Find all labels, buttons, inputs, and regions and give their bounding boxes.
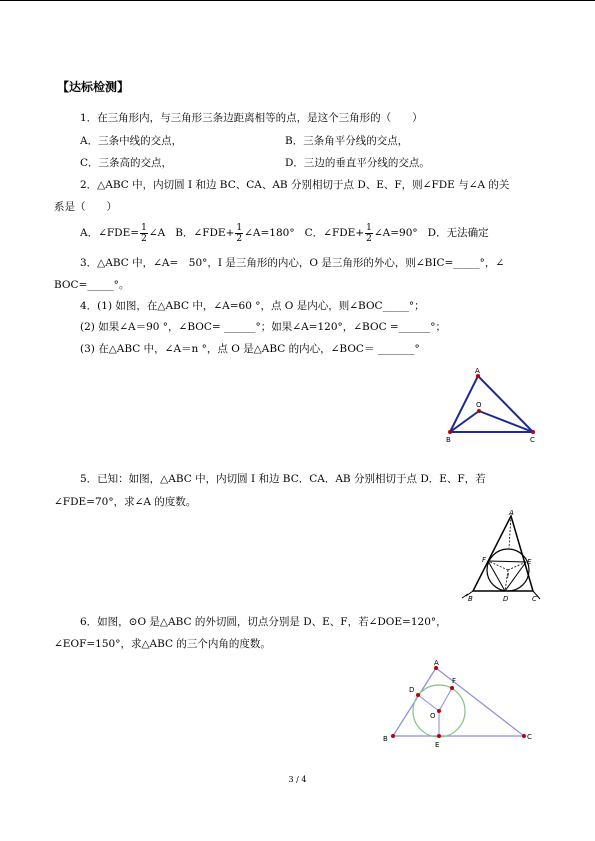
section-title: 【达标检测】 (57, 80, 130, 94)
q1-option-c: C．三条高的交点， (80, 157, 173, 169)
label-b: B (383, 735, 388, 743)
q1-option-b: B．三条角平分线的交点， (285, 135, 409, 147)
top-rule (0, 0, 595, 1)
label-c: C (532, 595, 537, 603)
label-a: A (475, 367, 480, 375)
q2-option-c-pre: C．∠FDE+ (304, 227, 365, 239)
label-b: B (468, 595, 473, 603)
fraction-half: $\frac{1}{2}$ (141, 222, 147, 244)
label-a: A (509, 509, 514, 517)
point-o (437, 709, 441, 713)
fraction-half: $\frac{1}{2}$ (236, 222, 243, 244)
figure-triangle-incenter (440, 366, 550, 446)
q2-option-d: D．无法确定 (427, 227, 489, 239)
q2-option-b-pre: B．∠FDE+ (175, 227, 235, 239)
label-e: E (527, 558, 532, 566)
q3-line1: 3．△ABC 中，∠A= 50°，I 是三角形的内心，O 是三角形的外心，则∠BIC=_____°，∠ (80, 257, 505, 269)
label-e: E (435, 741, 440, 749)
point-f (450, 686, 454, 690)
q2-option-c-post: ∠A=90° (373, 227, 418, 239)
label-f: F (452, 677, 457, 685)
label-b: B (446, 436, 451, 444)
point-e (437, 734, 441, 738)
q1-option-d: D．三边的垂直平分线的交点。 (285, 157, 430, 169)
q1-stem: 1．在三角形内，与三角形三条边距离相等的点，是这个三角形的（ ） (80, 112, 423, 124)
q6-line1: 6．如图，⊙O 是△ABC 的外切圆，切点分别是 D、E、F，若∠DOE=120°， (80, 616, 447, 628)
q2-options (80, 222, 489, 244)
q2-option-a-post: ∠A (148, 227, 166, 239)
q5-line1: 5．已知：如图，△ABC 中，内切圆 I 和边 BC．CA．AB 分别相切于点 D．E、F，若 (80, 473, 486, 485)
label-c: C (527, 733, 532, 741)
point-c (531, 430, 535, 434)
point-d (416, 693, 420, 697)
q1-option-a: A．三条中线的交点， (80, 135, 183, 147)
label-d: D (409, 686, 415, 694)
label-o: O (476, 401, 482, 409)
q4-line1: 4．(1) 如图，在△ABC 中，∠A=60 °，点 O 是内心，则∠BOC_____°； (80, 300, 425, 312)
figure-tangent-circle (380, 656, 540, 751)
q2-option-b-post: ∠A=180° (244, 227, 295, 239)
label-a: A (434, 659, 439, 667)
q2-stem: 2．△ABC 中，内切圆 I 和边 BC、CA、AB 分别相切于点 D、E、F，则∠FDE 与∠A 的关 (80, 179, 510, 191)
q4-line2: (2) 如果∠A＝90 °，∠BOC= ______°；如果∠A=120°，∠BOC =______°； (80, 321, 446, 333)
q3-line2: BOC=_____°。 (54, 279, 130, 291)
point-c (522, 734, 526, 738)
page-number: 3 / 4 (288, 775, 307, 784)
q2-option-a-pre: A．∠FDE= (80, 227, 140, 239)
q2-stem-cont: 系是（ ） (54, 201, 117, 213)
label-d: D (503, 595, 509, 603)
label-c: C (530, 436, 535, 444)
label-f: F (482, 556, 487, 564)
figure-incircle (460, 508, 550, 603)
point-b (448, 430, 452, 434)
fraction-half: $\frac{1}{2}$ (366, 222, 372, 244)
label-i: I (507, 572, 510, 580)
point-o (477, 409, 481, 413)
q4-line3: (3) 在△ABC 中，∠A＝n °，点 O 是△ABC 的内心，∠BOC＝ _______° (80, 343, 420, 355)
point-b (391, 734, 395, 738)
label-o: O (430, 712, 436, 720)
q5-line2: ∠FDE=70°，求∠A 的度数。 (54, 496, 197, 508)
q6-line2: ∠EOF=150°，求△ABC 的三个内角的度数。 (54, 638, 271, 650)
